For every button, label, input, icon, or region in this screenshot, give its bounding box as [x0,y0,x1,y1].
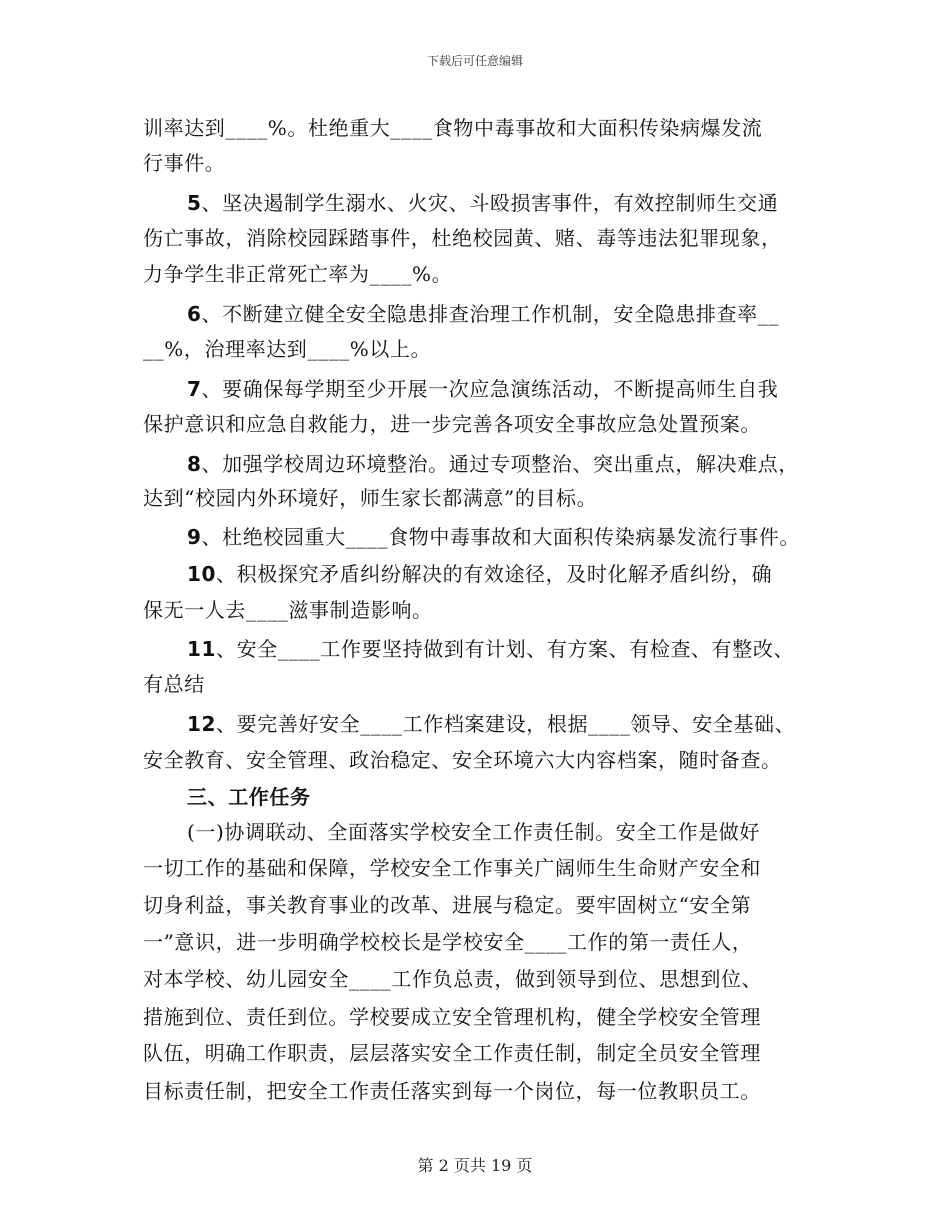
line-text: 训率达到____%。杜绝重大____食物中毒事故和大面积传染病爆发流 [143,116,763,140]
body-line [143,1038,761,1068]
item-number: 9 [187,525,202,549]
line-text: 、不断建立健全安全隐患排查治理工作机制，安全隐患排查率__ [201,302,779,326]
body-line [143,113,762,143]
line-text: 切身利益，事关教育事业的改革、进展与稳定。要牢固树立“安全第 [143,893,752,917]
section-heading [187,782,311,812]
body-line [143,148,225,178]
body-line [143,853,761,883]
body-line [143,334,431,364]
line-text: (一)协调联动、全面落实学校安全工作责任制。安全工作是做好 [187,820,761,844]
body-line [187,522,800,552]
body-line [143,259,452,289]
body-line [143,595,433,625]
page-header: 下载后可任意编辑 [426,54,523,68]
body-line [143,409,761,439]
item-number: 12 [187,712,217,736]
line-text: 、积极探究矛盾纠纷解决的有效途径，及时化解矛盾纠纷，确 [216,562,773,586]
body-line [187,634,794,664]
body-line [143,669,205,699]
item-number: 7 [187,377,202,401]
body-line [187,188,778,218]
body-line [143,964,762,994]
line-text: 有总结 [143,672,205,696]
line-text: 、要确保每学期至少开展一次应急演练活动，不断提高师生自我 [201,377,779,401]
item-number: 11 [187,637,217,661]
line-text: 伤亡事故，消除校园踩踏事件，杜绝校园黄、赌、毒等违法犯罪现象， [143,226,782,250]
body-line [187,374,778,404]
body-line [143,483,597,513]
line-text: 安全教育、安全管理、政治稳定、安全环境六大内容档案，随时备查。 [143,748,782,772]
line-text: 一”意识，进一步明确学校校长是学校安全____工作的第一责任人， [143,930,753,954]
item-number: 6 [187,302,202,326]
body-line [143,223,782,253]
line-text: 、安全____工作要坚持做到有计划、有方案、有检查、有整改、 [216,637,795,661]
item-number: 10 [187,562,217,586]
body-line [143,1002,761,1032]
line-text: 措施到位、责任到位。学校要成立安全管理机构，健全学校安全管理 [143,1005,761,1029]
body-line [143,745,782,775]
line-text: 一切工作的基础和保障，学校安全工作事关广阔师生生命财产安全和 [143,856,761,880]
line-text: 目标责任制，把安全工作责任落实到每一个岗位，每一位教职员工。 [143,1079,761,1103]
body-line [187,449,799,479]
line-text: 保无一人去____滋事制造影响。 [143,598,433,622]
line-text: 三、工作任务 [187,785,311,809]
body-line [143,927,752,957]
body-line [187,299,779,329]
line-text: 、杜绝校园重大____食物中毒事故和大面积传染病暴发流行事件。 [201,525,801,549]
line-text: 达到“校园内外环境好，师生家长都满意”的目标。 [143,486,598,510]
line-text: 队伍，明确工作职责，层层落实安全工作责任制，制定全员安全管理 [143,1041,761,1065]
body-line [187,559,772,589]
body-line [143,1076,761,1106]
line-text: 、要完善好安全____工作档案建设，根据____领导、安全基础、 [216,712,796,736]
body-line [187,709,795,739]
item-number: 5 [187,191,202,215]
page-footer: 第 2 页共 19 页 [417,1156,533,1175]
line-text: 保护意识和应急自救能力，进一步完善各项安全事故应急处置预案。 [143,412,761,436]
line-text: 、坚决遏制学生溺水、火灾、斗殴损害事件，有效控制师生交通 [201,191,779,215]
line-text: 行事件。 [143,151,226,175]
line-text: 对本学校、幼儿园安全____工作负总责，做到领导到位、思想到位、 [143,967,763,991]
body-line [187,817,760,847]
body-line [143,890,751,920]
line-text: 力争学生非正常死亡率为____%。 [143,262,453,286]
item-number: 8 [187,452,202,476]
line-text: __%，治理率达到____%以上。 [143,337,432,361]
line-text: 、加强学校周边环境整治。通过专项整治、突出重点，解决难点， [201,452,799,476]
